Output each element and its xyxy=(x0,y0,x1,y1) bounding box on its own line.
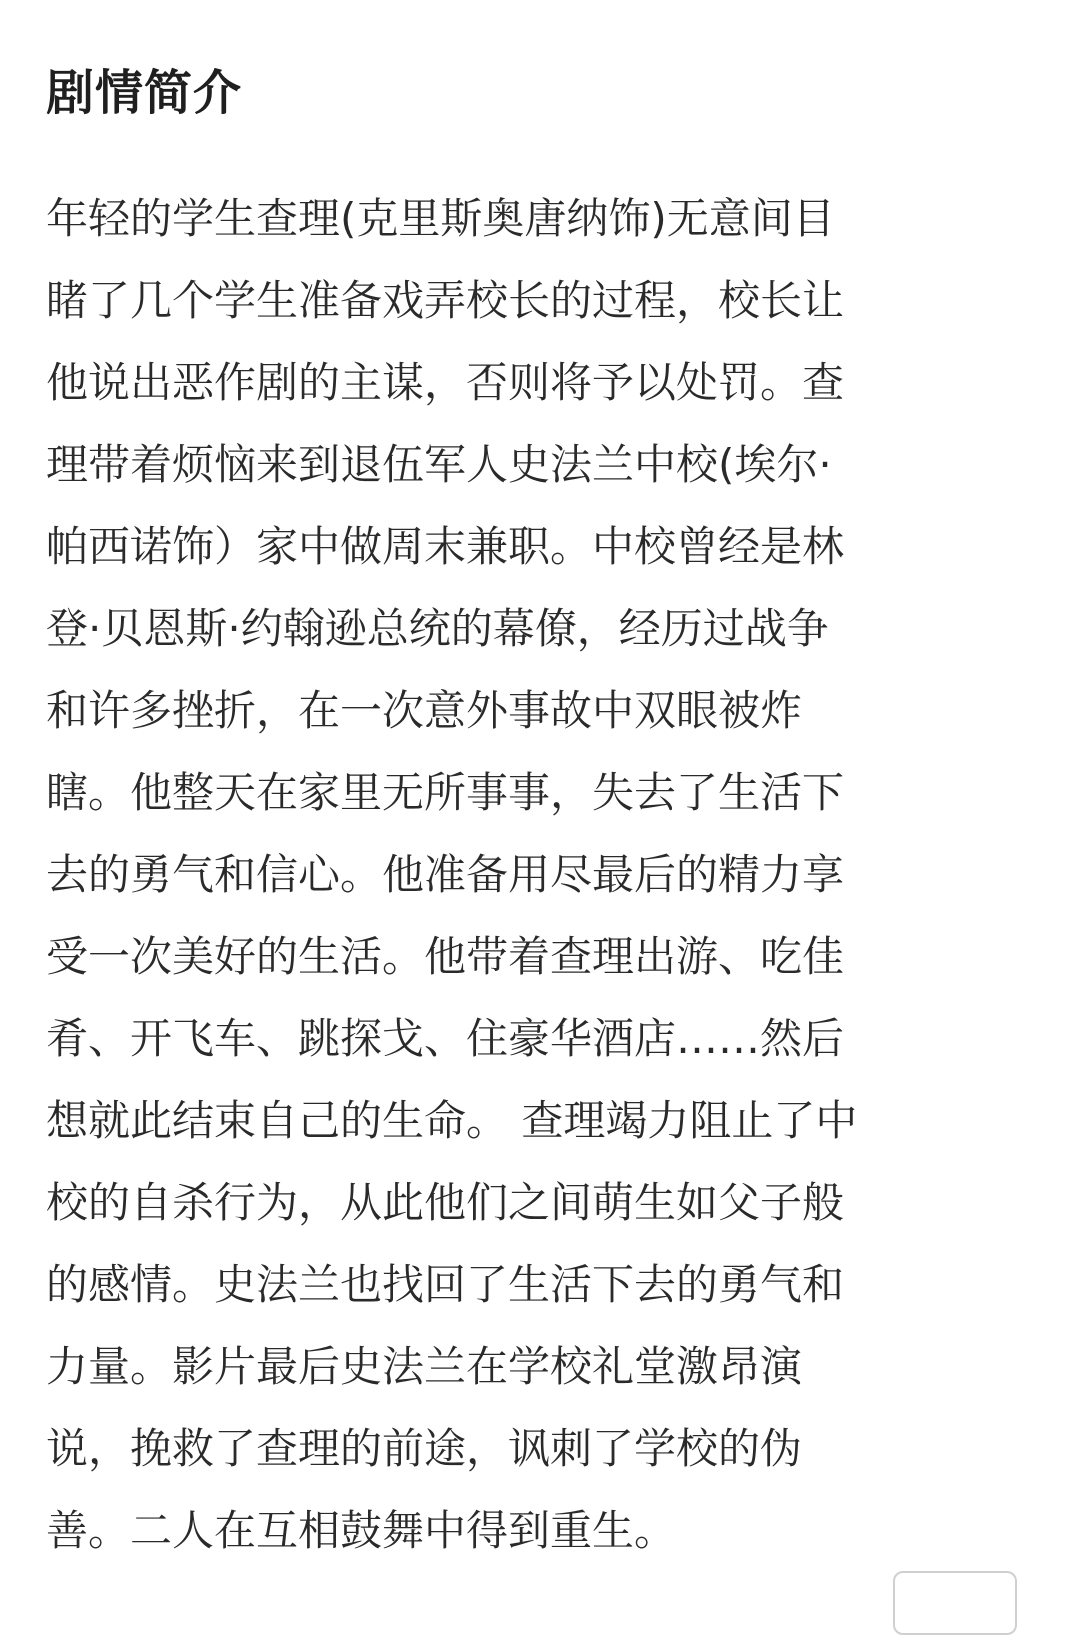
synopsis-line: 肴、开飞车、跳探戈、住豪华酒店……然后 xyxy=(46,1014,845,1063)
synopsis-line: 力量。影片最后史法兰在学校礼堂激昂演 xyxy=(46,1342,803,1391)
synopsis-line: 睹了几个学生准备戏弄校长的过程，校长让 xyxy=(46,276,845,325)
synopsis-line: 瞎。他整天在家里无所事事，失去了生活下 xyxy=(46,768,845,817)
synopsis-line: 帕西诺饰）家中做周末兼职。中校曾经是林 xyxy=(46,522,845,571)
synopsis-line: 说，挽救了查理的前途，讽刺了学校的伪 xyxy=(46,1424,803,1473)
floating-action-button[interactable] xyxy=(893,1571,1017,1635)
synopsis-line: 的感情。史法兰也找回了生活下去的勇气和 xyxy=(46,1260,845,1309)
synopsis-paragraph xyxy=(46,178,1046,1572)
section-title: 剧情简介 xyxy=(46,65,243,121)
content-area xyxy=(46,0,1046,1572)
synopsis-line: 受一次美好的生活。他带着查理出游、吃佳 xyxy=(46,932,845,981)
synopsis-line: 善。二人在互相鼓舞中得到重生。 xyxy=(46,1506,677,1555)
synopsis-line: 去的勇气和信心。他准备用尽最后的精力享 xyxy=(46,850,845,899)
synopsis-line: 和许多挫折，在一次意外事故中双眼被炸 xyxy=(46,686,803,735)
synopsis-line: 校的自杀行为，从此他们之间萌生如父子般 xyxy=(46,1178,845,1227)
synopsis-line: 他说出恶作剧的主谋，否则将予以处罚。查 xyxy=(46,358,845,407)
synopsis-line: 理带着烦恼来到退伍军人史法兰中校(埃尔· xyxy=(46,440,832,489)
synopsis-line: 登·贝恩斯·约翰逊总统的幕僚，经历过战争 xyxy=(46,604,829,653)
synopsis-line: 想就此结束自己的生命。 查理竭力阻止了中 xyxy=(46,1096,858,1145)
synopsis-line: 年轻的学生查理(克里斯奥唐纳饰)无意间目 xyxy=(46,194,835,243)
